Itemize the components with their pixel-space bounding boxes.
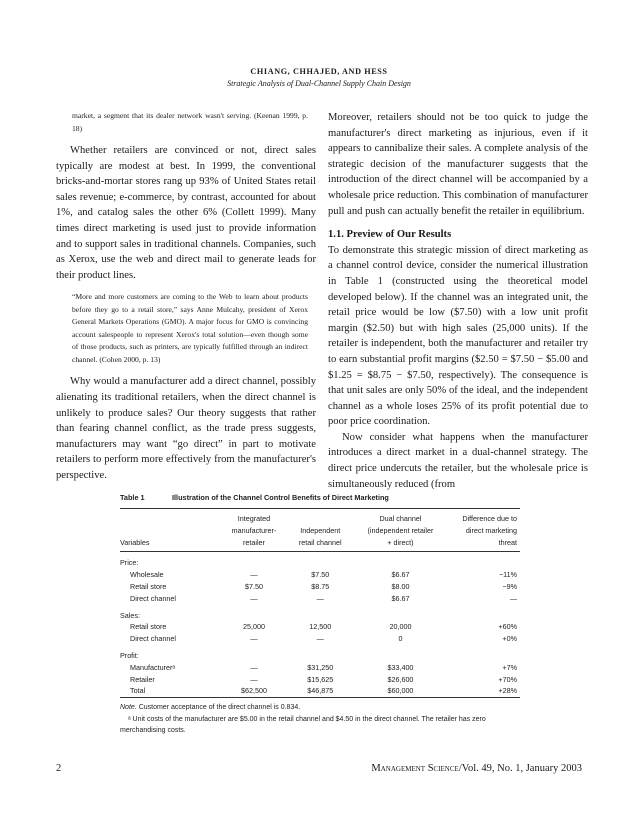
table-grid — [120, 509, 520, 697]
table-caption-text: Illustration of the Channel Control Benefits of Direct Marketing — [172, 493, 389, 502]
table-header-row — [120, 509, 520, 552]
table-cell: — — [250, 662, 258, 672]
column-header: Variables — [120, 537, 150, 547]
table-cell: $26,600 — [387, 674, 414, 684]
table-row-label: Wholesale — [130, 570, 164, 580]
table-cell: $8.00 — [391, 581, 410, 591]
table-group-title: Sales: — [120, 610, 140, 620]
paragraph: Moreover, retailers should not be too quick to judge the manufacturer's direct marketing as injurious, even if it appears to cannibalize their sales. A complete analysis of the strategic decision of the manufacturer suggests that the introduction of the direct channel will be accompanied by a wholesale price reduction. This combination of manufacturer pull and push can actually benefit the retailer in equilibrium. — [328, 112, 588, 217]
table-group-row — [120, 645, 520, 662]
table-cell: +7% — [502, 662, 517, 672]
paragraph: Why would a manufacturer add a direct channel, possibly alienating its traditional retailers, when the direct channel is unlikely to produce sales? Our theory suggests that rather than fearing channel conflict, as the trade press suggests, manufacturers may want “go direct” in part to motivate retailers to perform more effectively from the manufacturer's perspective. — [56, 376, 316, 481]
table-note-label: Note. — [120, 704, 137, 712]
table-cell: $31,250 — [307, 662, 334, 672]
table-label: Table 1 — [120, 493, 145, 502]
table-cell: — — [250, 570, 258, 580]
table-group-row — [120, 605, 520, 622]
table-cell: — — [316, 593, 324, 603]
paragraph: Whether retailers are convinced or not, direct sales typically are modest at best. In 1999, the conventional bricks-and-mortar stores rang up 93% of United States retail sales revenue; e-commerce, by contrast, accounted for about 1%, and catalog sales the other 6% (Collett 1999). Many times direct marketing is used just to provide information and to support sales in traditional channels. Companies, such as Xerox, use the web and direct mail to generate leads for their product lines. — [56, 145, 316, 281]
journal-name: Management Science — [371, 763, 459, 774]
table-cell: 25,000 — [242, 622, 265, 632]
table-note-text: Customer acceptance of the direct channel is 0.834. — [138, 704, 301, 712]
left-column — [56, 110, 316, 484]
table-cell: +0% — [502, 634, 517, 644]
table-row — [120, 633, 520, 645]
table-1 — [120, 493, 520, 737]
table-cell: +28% — [498, 686, 517, 696]
table-cell: $6.67 — [391, 593, 410, 603]
table-row — [120, 621, 520, 633]
section-heading: 1.1. Preview of Our Results — [328, 229, 452, 241]
running-header-title: Strategic Analysis of Dual-Channel Supply Chain Design — [227, 79, 411, 88]
paragraph: To demonstrate this strategic mission of direct marketing as a channel control device, consider the numerical illustration in Table 1 (constructed using the theoretical model developed below). If the channel was an integrated unit, the retail price would be low ($7.50) with a low unit profit margin ($2.50) but with high sales (25,000 units). If the retailer is independent, both the manufacturer and retailer try to earn substantial profit margins ($2.50 = $7.50 − $5.00 and $1.25 = $8.75 − $7.50, respectively). The consequence is that unit sales are only 50% of the ideal, and the independent channel as a whole loses 25% of its profit potential due to poor price coordination. — [328, 244, 588, 428]
table-row — [120, 674, 520, 686]
table-note — [120, 702, 520, 737]
table-group-row — [120, 552, 520, 569]
table-cell: 12,500 — [309, 622, 332, 632]
table-row-label: Direct channel — [130, 593, 176, 603]
table-body — [120, 552, 520, 697]
table-row — [120, 581, 520, 593]
block-quote-cohen: “More and more customers are coming to the Web to learn about products before they go to a retail store,” says Anne Mulcahy, president of Xerox General Markets Operations (GMO). A major focus for GMO is convincing account salespeople to represent Xerox's total solution—even though some of those products, such as printers, are typically fulfilled through an indirect channel. (Cohen 2000, p. 13) — [72, 292, 308, 364]
table-cell: — — [509, 593, 517, 603]
table-cell: $60,000 — [387, 686, 414, 696]
table-row — [120, 569, 520, 581]
paragraph: Now consider what happens when the manufacturer introduces a direct market in a dual-channel strategy. The direct price undercuts the retailer, but the wholesale price is simultaneously reduced (from — [328, 431, 588, 490]
table-row-label: Retail store — [130, 622, 167, 632]
table-cell: $62,500 — [240, 686, 267, 696]
block-quote-keenan: market, a segment that its dealer network wasn't serving. (Keenan 1999, p. 18) — [72, 111, 308, 133]
column-header: Integrated manufacturer- retailer — [231, 514, 277, 547]
table-cell: +60% — [498, 622, 517, 632]
table-row — [120, 662, 520, 674]
column-header: Independent retail channel — [298, 525, 342, 547]
table-row-label: Retailer — [130, 674, 155, 684]
table-cell: — — [250, 634, 258, 644]
table-caption — [120, 493, 520, 502]
table-cell: 20,000 — [389, 622, 412, 632]
journal-footer — [371, 763, 582, 774]
table-cell: $15,625 — [307, 674, 334, 684]
table-bottom-rule — [120, 697, 520, 698]
column-header: Dual channel (independent retailer + direct) — [367, 514, 434, 547]
table-cell: $8.75 — [311, 581, 330, 591]
table-group-title: Profit: — [120, 650, 139, 660]
table-cell: $7.50 — [311, 570, 330, 580]
table-row-label: Retail store — [130, 581, 167, 591]
table-row — [120, 685, 520, 697]
table-cell: $33,400 — [387, 662, 414, 672]
table-cell: — — [250, 674, 258, 684]
table-group-title: Price: — [120, 558, 139, 568]
column-header: Difference due to direct marketing threat — [462, 514, 517, 547]
table-footnote: ᵃ Unit costs of the manufacturer are $5.00 in the retail channel and $4.50 in the direct channel. The retailer has zero merchandising costs. — [120, 715, 486, 735]
table-cell: +70% — [498, 674, 517, 684]
table-cell: $6.67 — [391, 570, 410, 580]
journal-volume: /Vol. 49, No. 1, January 2003 — [458, 763, 582, 774]
table-row-label: Total — [130, 686, 146, 696]
table-cell: −9% — [502, 581, 517, 591]
page-number: 2 — [56, 763, 62, 774]
table-cell: 0 — [398, 634, 403, 644]
table-row-label: Direct channel — [130, 634, 176, 644]
right-column — [328, 110, 588, 492]
running-header-authors: CHIANG, CHHAJED, AND HESS — [250, 67, 388, 76]
table-row-label: Manufacturerᵃ — [130, 662, 176, 672]
table-cell: $7.50 — [244, 581, 263, 591]
table-cell: $46,875 — [307, 686, 334, 696]
table-row — [120, 593, 520, 605]
table-cell: −11% — [498, 570, 517, 580]
table-cell: — — [316, 634, 324, 644]
table-cell: — — [250, 593, 258, 603]
